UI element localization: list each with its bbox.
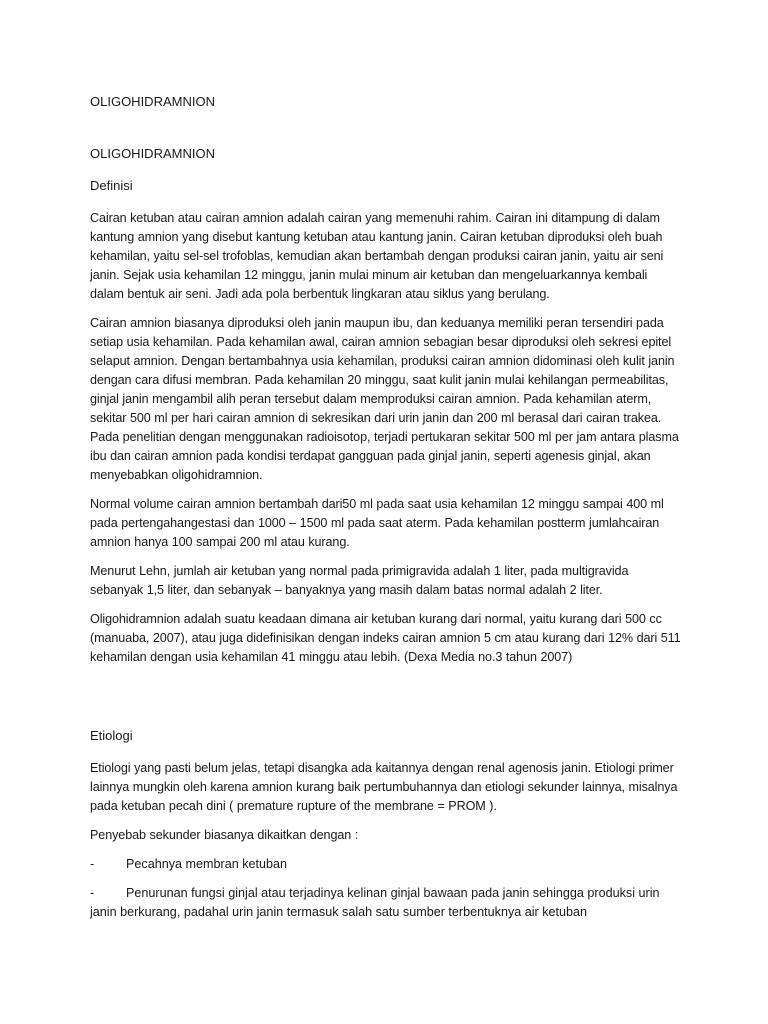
list-item-text: Penurunan fungsi ginjal atau terjadinya kelinan ginjal bawaan pada janin sehingga produksi urin janin berkurang, padahal urin janin termasuk salah satu sumber terbentuknya air ketuban xyxy=(90,886,660,919)
definisi-paragraph-2: Cairan amnion biasanya diproduksi oleh janin maupun ibu, dan keduanya memiliki peran tersendiri pada setiap usia kehamilan. Pada kehamilan awal, cairan amnion sebagian besar diproduksi oleh sekresi epitel selaput amnion. Dengan bertambahnya usia kehamilan, produksi cairan amnion didominasi oleh kulit janin dengan cara difusi membran. Pada kehamilan 20 minggu, saat kulit janin mulai kehilangan permeabilitas, ginjal janin mengambil alih peran tersebut dalam memproduksi cairan amnion. Pada kehamilan aterm, sekitar 500 ml per hari cairan amnion di sekresikan dari urin janin dan 200 ml berasal dari cairan trakea. Pada penelitian dengan menggunakan radioisotop, terjadi pertukaran sekitar 500 ml per jam antara plasma ibu dan cairan amnion pada kondisi terdapat gangguan pada ginjal janin, seperti agenesis ginjal, akan menyebabkan oligohidramnion. xyxy=(90,316,679,482)
definisi-paragraph-5: Oligohidramnion adalah suatu keadaan dimana air ketuban kurang dari normal, yaitu kurang dari 500 cc (manuaba, 2007), atau juga didefinisikan dengan indeks cairan amnion 5 cm atau kurang dari 12% dari 511 kehamilan dengan usia kehamilan 41 minggu atau lebih. (Dexa Media no.3 tahun 2007) xyxy=(90,612,681,664)
list-item xyxy=(90,855,682,874)
definisi-paragraph-3: Normal volume cairan amnion bertambah dari50 ml pada saat usia kehamilan 12 minggu sampai 400 ml pada pertengahangestasi dan 1000 – 1500 ml pada saat aterm. Pada kehamilan postterm jumlahcairan amnion hanya 100 sampai 200 ml atau kurang. xyxy=(90,497,664,549)
list-item-text: Pecahnya membran ketuban xyxy=(126,857,288,871)
document-title: OLIGOHIDRAMNION xyxy=(90,94,215,109)
definisi-paragraph-4: Menurut Lehn, jumlah air ketuban yang normal pada primigravida adalah 1 liter, pada multigravida sebanyak 1,5 liter, dan sebanyak – banyaknya yang masih dalam batas normal adalah 2 liter. xyxy=(90,564,629,597)
list-bullet: - xyxy=(90,857,95,871)
list-item xyxy=(90,884,682,922)
etiologi-paragraph-2: Penyebab sekunder biasanya dikaitkan dengan : xyxy=(90,828,359,842)
definisi-paragraph-1: Cairan ketuban atau cairan amnion adalah cairan yang memenuhi rahim. Cairan ini ditampung di dalam kantung amnion yang disebut kantung ketuban atau kantung janin. Cairan ketuban diproduksi oleh buah kehamilan, yaitu sel-sel trofoblas, kemudian akan bertambah dengan produksi cairan janin, yaitu air seni janin. Sejak usia kehamilan 12 minggu, janin mulai minum air ketuban dan mengeluarkannya kembali dalam bentuk air seni. Jadi ada pola berbentuk lingkaran atau siklus yang berulang. xyxy=(90,211,664,301)
etiologi-paragraph-1: Etiologi yang pasti belum jelas, tetapi disangka ada kaitannya dengan renal agenosis janin. Etiologi primer lainnya mungkin oleh karena amnion kurang baik pertumbuhannya dan etiologi sekunder lainnya, misalnya pada ketuban pecah dini ( premature rupture of the membrane = PROM ). xyxy=(90,761,678,813)
list-bullet: - xyxy=(90,886,95,900)
definisi-heading: Definisi xyxy=(90,178,133,193)
section-main-heading: OLIGOHIDRAMNION xyxy=(90,146,215,161)
etiologi-heading: Etiologi xyxy=(90,728,133,743)
